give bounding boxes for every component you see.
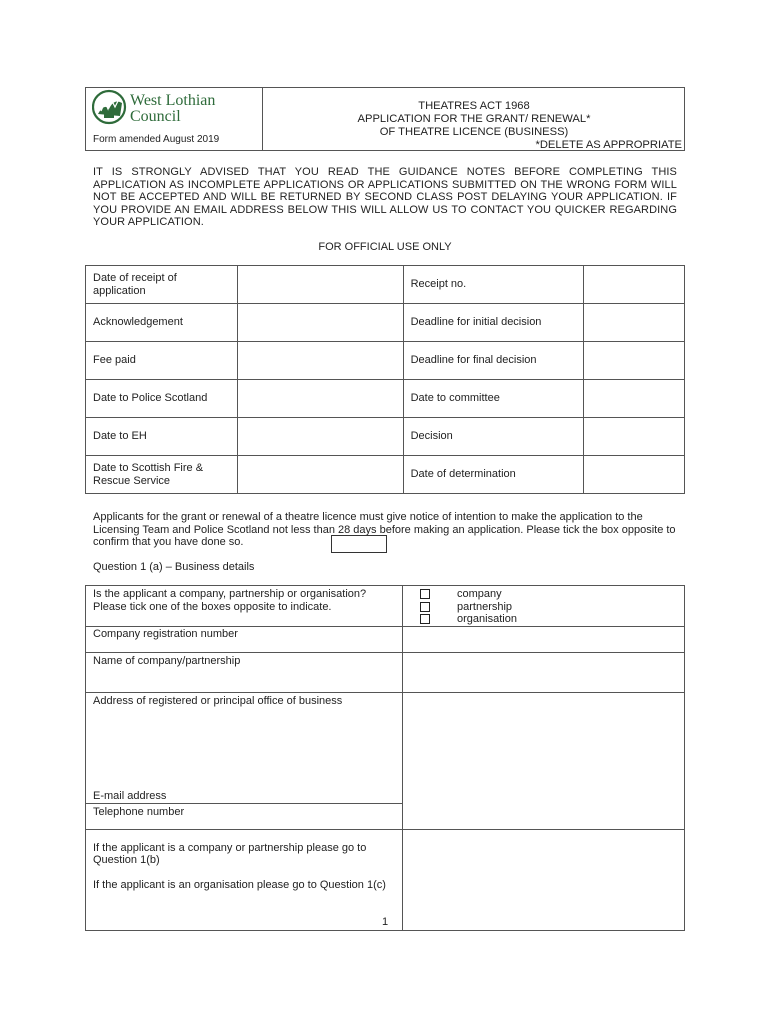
official-field <box>237 266 403 304</box>
official-label: Deadline for final decision <box>403 342 584 380</box>
goto-field <box>403 829 685 930</box>
official-label: Date to committee <box>403 380 584 418</box>
company-name-field[interactable] <box>403 652 685 692</box>
checkbox-partnership[interactable] <box>420 602 430 612</box>
official-label: Date to Police Scotland <box>86 380 238 418</box>
official-label: Date to EH <box>86 418 238 456</box>
table-row <box>86 342 685 380</box>
official-use-table <box>85 265 685 494</box>
business-details-table <box>85 585 685 931</box>
title-line-2: APPLICATION FOR THE GRANT/ RENEWAL* <box>357 113 591 125</box>
form-amended-date: Form amended August 2019 <box>93 134 220 145</box>
delete-note: *DELETE AS APPROPRIATE <box>535 139 682 151</box>
question-title: Question 1 (a) – Business details <box>93 561 255 573</box>
option-partnership[interactable] <box>410 601 677 614</box>
table-row <box>86 266 685 304</box>
official-label: Date to Scottish Fire & Rescue Service <box>86 456 238 494</box>
notice-confirm-checkbox[interactable] <box>331 535 387 553</box>
table-row <box>86 692 685 803</box>
official-field <box>584 380 685 418</box>
option-organisation[interactable] <box>410 613 677 626</box>
checkbox-company[interactable] <box>420 589 430 599</box>
official-field <box>584 342 685 380</box>
official-label: Acknowledgement <box>86 304 238 342</box>
official-field <box>584 266 685 304</box>
goto-company-text: If the applicant is a company or partnership please go to Question 1(b) <box>93 841 367 866</box>
title-line-1: THEATRES ACT 1968 <box>418 100 530 112</box>
table-row <box>86 418 685 456</box>
official-field <box>237 342 403 380</box>
official-field <box>237 456 403 494</box>
svg-text:Council: Council <box>130 108 181 125</box>
telephone-label: Telephone number <box>86 803 403 829</box>
table-row <box>86 456 685 494</box>
goto-instructions <box>86 829 403 930</box>
telephone-field[interactable] <box>403 803 685 829</box>
option-label: organisation <box>457 613 517 625</box>
official-field <box>237 418 403 456</box>
applicant-type-label: Is the applicant a company, partnership or organisation? Please tick one of the boxes opposite to indicate. <box>86 586 403 627</box>
table-row <box>86 803 685 829</box>
checkbox-organisation[interactable] <box>420 614 430 624</box>
option-company[interactable] <box>410 588 677 601</box>
address-label: Address of registered or principal office of business <box>93 694 343 707</box>
table-row <box>86 626 685 652</box>
company-name-label: Name of company/partnership <box>86 652 403 692</box>
official-label: Decision <box>403 418 584 456</box>
company-reg-field[interactable] <box>403 626 685 652</box>
official-label: Receipt no. <box>403 266 584 304</box>
official-label: Date of determination <box>403 456 584 494</box>
table-row <box>86 829 685 930</box>
table-row <box>86 380 685 418</box>
official-label: Deadline for initial decision <box>403 304 584 342</box>
form-title <box>263 100 685 139</box>
official-label: Fee paid <box>86 342 238 380</box>
official-label: Date of receipt of application <box>86 266 238 304</box>
official-field <box>584 456 685 494</box>
council-logo <box>92 89 242 129</box>
official-use-heading: FOR OFFICIAL USE ONLY <box>318 241 452 253</box>
table-row <box>86 586 685 627</box>
official-field <box>584 304 685 342</box>
official-field <box>237 380 403 418</box>
table-row <box>86 652 685 692</box>
table-row <box>86 304 685 342</box>
notice-paragraph: Applicants for the grant or renewal of a theatre licence must give notice of intention to make the application to the Licensing Team and Police Scotland not less than 28 days before making an application. Please tick the box opposite to confirm that you have done so. <box>93 511 676 548</box>
goto-org-text: If the applicant is an organisation please go to Question 1(c) <box>93 878 386 891</box>
address-label-cell <box>86 692 403 803</box>
official-field <box>584 418 685 456</box>
official-field <box>237 304 403 342</box>
title-line-3: OF THEATRE LICENCE (BUSINESS) <box>379 126 569 138</box>
applicant-type-options <box>403 586 685 627</box>
advice-paragraph: IT IS STRONGLY ADVISED THAT YOU READ THE GUIDANCE NOTES BEFORE COMPLETING THIS APPLICATION AS INCOMPLETE APPLICATIONS OR APPLICATIONS SUBMITTED ON THE WRONG FORM WILL NOT BE ACCEPTED AND WILL BE RETURNED BY SECOND CLASS POST DELAYING YOUR APPLICATION. IF YOU PROVIDE AN EMAIL ADDRESS BELOW THIS WILL ALLOW US TO CONTACT YOU QUICKER REGARDING YOUR APPLICATION. <box>93 166 677 229</box>
svg-text:West Lothian: West Lothian <box>130 92 216 109</box>
option-label: company <box>457 588 502 600</box>
council-crest-icon <box>92 89 242 129</box>
page-number: 1 <box>381 916 389 928</box>
address-field[interactable] <box>403 692 685 803</box>
option-label: partnership <box>457 600 513 613</box>
email-label: E-mail address <box>93 790 167 802</box>
company-reg-label: Company registration number <box>86 626 403 652</box>
